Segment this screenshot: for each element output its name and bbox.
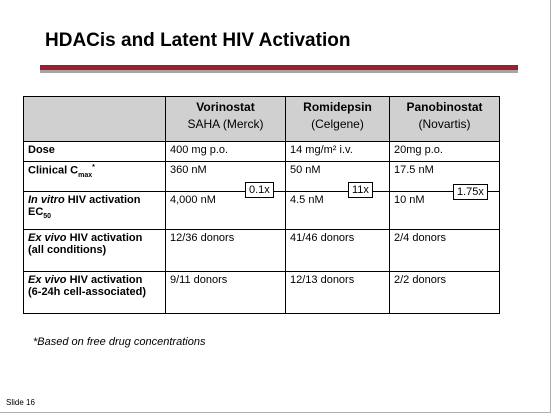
label-rest: HIV activation	[64, 194, 141, 206]
cell-value: 4,000 nM	[166, 192, 286, 230]
cell-value: 9/11 donors	[166, 272, 286, 314]
cell-value: 17.5 nM	[390, 162, 500, 192]
cell-value: 10 nM	[390, 192, 500, 230]
drug-name: Vorinostat	[196, 100, 255, 114]
row-label	[24, 230, 166, 272]
drug-maker: (Novartis)	[418, 117, 471, 131]
label-line2: EC	[28, 206, 44, 218]
label-superscript: *	[92, 164, 95, 171]
cell-value: 400 mg p.o.	[166, 142, 286, 162]
table-row-exvivo-all	[24, 230, 500, 272]
cell-value: 20mg p.o.	[390, 142, 500, 162]
cell-value: 2/2 donors	[390, 272, 500, 314]
footnote: *Based on free drug concentrations	[33, 336, 206, 348]
cell-value: 12/36 donors	[166, 230, 286, 272]
cell-value: 41/46 donors	[286, 230, 390, 272]
header-drug-vorinostat	[166, 97, 286, 142]
drug-name: Romidepsin	[303, 100, 372, 114]
cell-value: 50 nM	[286, 162, 390, 192]
label-italic: Ex vivo	[28, 232, 67, 244]
cell-value: 14 mg/m² i.v.	[286, 142, 390, 162]
header-corner-cell	[24, 97, 166, 142]
label-subscript: max	[78, 171, 93, 179]
cell-value: 360 nM	[166, 162, 286, 192]
label-rest: HIV activation	[66, 274, 143, 286]
slide-title: HDACis and Latent HIV Activation	[45, 30, 351, 51]
ratio-box-panobinostat: 1.75x	[453, 184, 488, 200]
ratio-box-vorinostat: 0.1x	[245, 182, 274, 198]
title-gray-rule	[40, 70, 518, 73]
label-subscript: 50	[43, 213, 52, 221]
row-label	[24, 272, 166, 314]
label-main: Clinical C	[28, 164, 79, 177]
table-header-row	[24, 97, 500, 142]
drug-name: Panobinostat	[406, 100, 483, 114]
header-drug-panobinostat	[390, 97, 500, 142]
row-label	[24, 162, 166, 192]
drug-maker: (Celgene)	[311, 117, 364, 131]
label-line2: (all conditions)	[28, 244, 107, 256]
row-label: Dose	[24, 142, 166, 162]
slide-number: Slide 16	[6, 398, 35, 407]
label-rest: HIV activation	[66, 232, 143, 244]
table-row-dose	[24, 142, 500, 162]
label-line2: (6-24h cell-associated)	[28, 286, 146, 298]
row-label	[24, 192, 166, 230]
header-drug-romidepsin	[286, 97, 390, 142]
cell-value: 4.5 nM	[286, 192, 390, 230]
cell-value: 2/4 donors	[390, 230, 500, 272]
label-italic: In vitro	[28, 194, 65, 206]
drug-maker: SAHA (Merck)	[187, 117, 264, 131]
ratio-box-romidepsin: 11x	[348, 182, 373, 198]
label-italic: Ex vivo	[28, 274, 67, 286]
cell-value: 12/13 donors	[286, 272, 390, 314]
table-row-exvivo-cell	[24, 272, 500, 314]
comparison-table	[23, 96, 500, 314]
